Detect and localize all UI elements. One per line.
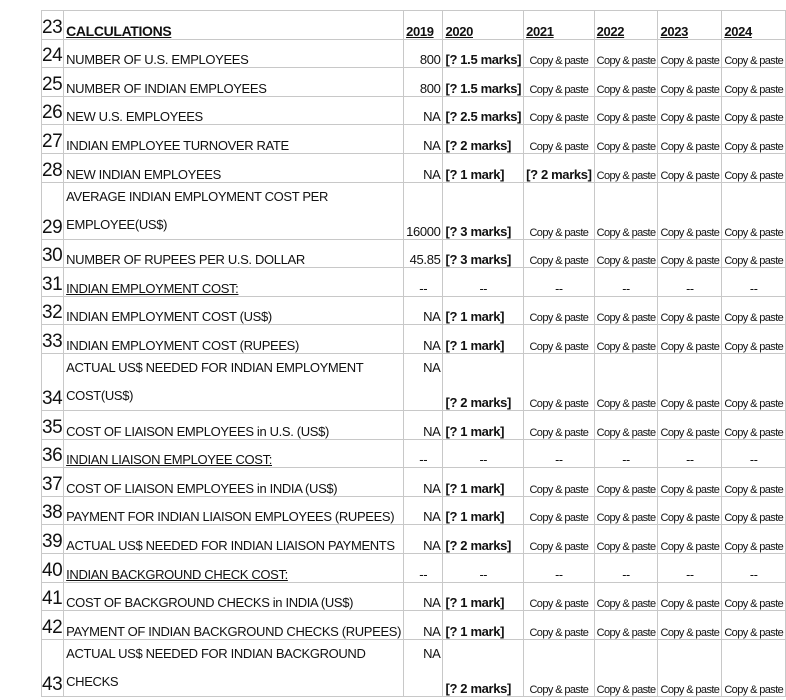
cell-2021[interactable]: Copy & paste — [524, 410, 595, 439]
cell-2021[interactable]: Copy & paste — [524, 96, 595, 125]
cell-2020[interactable]: [? 1.5 marks] — [443, 68, 524, 97]
year-header-2020[interactable]: 2020 — [443, 11, 524, 40]
cell-2020[interactable]: [? 1 mark] — [443, 296, 524, 325]
cell-2022[interactable]: Copy & paste — [594, 153, 658, 182]
row-number[interactable]: 37 — [42, 468, 64, 497]
cell-2021[interactable]: Copy & paste — [524, 639, 595, 696]
table-row — [42, 496, 786, 525]
cell-2024[interactable]: Copy & paste — [722, 296, 786, 325]
cell-2022[interactable]: Copy & paste — [594, 468, 658, 497]
year-header-2023[interactable]: 2023 — [658, 11, 722, 40]
row-label[interactable]: NEW INDIAN EMPLOYEES — [64, 153, 404, 182]
cell-2024[interactable]: Copy & paste — [722, 68, 786, 97]
row-number[interactable]: 36 — [42, 439, 64, 468]
cell-2023[interactable]: Copy & paste — [658, 182, 722, 239]
row-number[interactable]: 33 — [42, 325, 64, 354]
cell-2023[interactable]: Copy & paste — [658, 582, 722, 611]
cell-2019[interactable]: 800 — [404, 39, 443, 68]
row-number[interactable]: 38 — [42, 496, 64, 525]
cell-2019[interactable]: -- — [404, 268, 443, 297]
cell-2024[interactable]: Copy & paste — [722, 582, 786, 611]
row-number[interactable]: 27 — [42, 125, 64, 154]
table-row — [42, 639, 786, 696]
cell-2019[interactable]: NA — [404, 639, 443, 696]
cell-2020[interactable]: [? 1 mark] — [443, 153, 524, 182]
row-number[interactable]: 42 — [42, 611, 64, 640]
row-label[interactable]: NUMBER OF RUPEES PER U.S. DOLLAR — [64, 239, 404, 268]
table-row — [42, 325, 786, 354]
cell-2020[interactable]: [? 2 marks] — [443, 639, 524, 696]
cell-2021[interactable]: Copy & paste — [524, 353, 595, 410]
cell-2024[interactable]: Copy & paste — [722, 496, 786, 525]
cell-2020[interactable]: [? 3 marks] — [443, 182, 524, 239]
cell-2020[interactable]: [? 1.5 marks] — [443, 39, 524, 68]
row-label[interactable]: AVERAGE INDIAN EMPLOYMENT COST PER EMPLOYEE(US$) — [64, 182, 404, 239]
row-number[interactable]: 39 — [42, 525, 64, 554]
cell-2023[interactable]: Copy & paste — [658, 325, 722, 354]
cell-2020[interactable]: [? 2.5 marks] — [443, 96, 524, 125]
row-label[interactable]: PAYMENT OF INDIAN BACKGROUND CHECKS (RUPEES) — [64, 611, 404, 640]
cell-2023[interactable]: Copy & paste — [658, 353, 722, 410]
cell-2022[interactable]: -- — [594, 439, 658, 468]
cell-2023[interactable]: Copy & paste — [658, 525, 722, 554]
cell-2024[interactable]: Copy & paste — [722, 39, 786, 68]
year-header-2022[interactable]: 2022 — [594, 11, 658, 40]
cell-2021[interactable]: Copy & paste — [524, 582, 595, 611]
row-label[interactable]: INDIAN EMPLOYMENT COST: — [64, 268, 404, 297]
cell-2020[interactable]: [? 2 marks] — [443, 525, 524, 554]
cell-2022[interactable]: Copy & paste — [594, 639, 658, 696]
row-label[interactable]: ACTUAL US$ NEEDED FOR INDIAN BACKGROUND CHECKS — [64, 639, 404, 696]
cell-2020[interactable]: [? 1 mark] — [443, 496, 524, 525]
cell-2021[interactable]: Copy & paste — [524, 468, 595, 497]
table-row — [42, 182, 786, 239]
cell-2024[interactable]: Copy & paste — [722, 96, 786, 125]
cell-2021[interactable]: Copy & paste — [524, 525, 595, 554]
year-header-2024[interactable]: 2024 — [722, 11, 786, 40]
cell-2020[interactable]: -- — [443, 268, 524, 297]
cell-2020[interactable]: [? 2 marks] — [443, 353, 524, 410]
cell-2024[interactable]: Copy & paste — [722, 410, 786, 439]
table-row — [42, 553, 786, 582]
cell-2019[interactable]: NA — [404, 468, 443, 497]
cell-2024[interactable]: Copy & paste — [722, 611, 786, 640]
cell-2021[interactable]: Copy & paste — [524, 39, 595, 68]
row-number[interactable]: 25 — [42, 68, 64, 97]
cell-2019[interactable]: -- — [404, 439, 443, 468]
header-row — [42, 11, 786, 40]
cell-2019[interactable]: 800 — [404, 68, 443, 97]
table-row — [42, 153, 786, 182]
table-row — [42, 96, 786, 125]
cell-2023[interactable]: Copy & paste — [658, 611, 722, 640]
cell-2020[interactable]: [? 1 mark] — [443, 582, 524, 611]
row-label[interactable]: NEW U.S. EMPLOYEES — [64, 96, 404, 125]
cell-2019[interactable]: 16000 — [404, 182, 443, 239]
cell-2021[interactable]: Copy & paste — [524, 182, 595, 239]
table-row — [42, 468, 786, 497]
cell-2019[interactable]: NA — [404, 96, 443, 125]
row-number[interactable]: 34 — [42, 353, 64, 410]
cell-2022[interactable]: Copy & paste — [594, 582, 658, 611]
row-label[interactable]: INDIAN EMPLOYMENT COST (US$) — [64, 296, 404, 325]
row-label[interactable]: ACTUAL US$ NEEDED FOR INDIAN LIAISON PAYMENTS — [64, 525, 404, 554]
cell-2019[interactable]: NA — [404, 296, 443, 325]
cell-2023[interactable]: Copy & paste — [658, 296, 722, 325]
cell-2023[interactable]: Copy & paste — [658, 96, 722, 125]
cell-2019[interactable]: NA — [404, 611, 443, 640]
row-number[interactable]: 43 — [42, 639, 64, 696]
cell-2023[interactable]: Copy & paste — [658, 153, 722, 182]
cell-2020[interactable]: [? 2 marks] — [443, 125, 524, 154]
cell-2021[interactable]: Copy & paste — [524, 611, 595, 640]
row-number[interactable]: 40 — [42, 553, 64, 582]
table-row — [42, 39, 786, 68]
cell-2019[interactable]: NA — [404, 496, 443, 525]
cell-2022[interactable]: Copy & paste — [594, 96, 658, 125]
row-label[interactable]: COST OF BACKGROUND CHECKS in INDIA (US$) — [64, 582, 404, 611]
cell-2021[interactable]: -- — [524, 439, 595, 468]
cell-2022[interactable]: Copy & paste — [594, 182, 658, 239]
cell-2024[interactable]: -- — [722, 268, 786, 297]
row-number[interactable]: 28 — [42, 153, 64, 182]
cell-2022[interactable]: Copy & paste — [594, 125, 658, 154]
cell-2021[interactable]: Copy & paste — [524, 496, 595, 525]
cell-2021[interactable]: Copy & paste — [524, 68, 595, 97]
cell-2022[interactable]: -- — [594, 553, 658, 582]
cell-2023[interactable]: Copy & paste — [658, 68, 722, 97]
calculations-header[interactable]: CALCULATIONS — [64, 11, 404, 40]
row-number[interactable]: 35 — [42, 410, 64, 439]
cell-2020[interactable]: [? 1 mark] — [443, 325, 524, 354]
cell-2020[interactable]: [? 1 mark] — [443, 410, 524, 439]
cell-2022[interactable]: Copy & paste — [594, 296, 658, 325]
cell-2024[interactable]: Copy & paste — [722, 353, 786, 410]
cell-2023[interactable]: Copy & paste — [658, 410, 722, 439]
cell-2020[interactable]: [? 1 mark] — [443, 468, 524, 497]
year-header-2019[interactable]: 2019 — [404, 11, 443, 40]
row-label[interactable]: INDIAN EMPLOYEE TURNOVER RATE — [64, 125, 404, 154]
cell-2022[interactable]: Copy & paste — [594, 325, 658, 354]
cell-2019[interactable]: NA — [404, 410, 443, 439]
row-number[interactable]: 30 — [42, 239, 64, 268]
spreadsheet-grid — [41, 10, 786, 697]
table-row — [42, 353, 786, 410]
cell-2021[interactable]: -- — [524, 268, 595, 297]
row-number[interactable]: 31 — [42, 268, 64, 297]
cell-2024[interactable]: -- — [722, 553, 786, 582]
cell-2022[interactable]: Copy & paste — [594, 353, 658, 410]
row-number[interactable]: 41 — [42, 582, 64, 611]
row-number[interactable]: 24 — [42, 39, 64, 68]
cell-2024[interactable]: Copy & paste — [722, 525, 786, 554]
cell-2019[interactable]: -- — [404, 553, 443, 582]
table-row — [42, 439, 786, 468]
table-row — [42, 296, 786, 325]
cell-2021[interactable]: Copy & paste — [524, 296, 595, 325]
cell-2021[interactable]: Copy & paste — [524, 125, 595, 154]
cell-2023[interactable]: -- — [658, 553, 722, 582]
cell-2021[interactable]: -- — [524, 553, 595, 582]
row-label[interactable]: INDIAN EMPLOYMENT COST (RUPEES) — [64, 325, 404, 354]
cell-2020[interactable]: [? 1 mark] — [443, 611, 524, 640]
cell-2023[interactable]: Copy & paste — [658, 39, 722, 68]
cell-2021[interactable]: Copy & paste — [524, 325, 595, 354]
cell-2019[interactable]: NA — [404, 353, 443, 410]
cell-2021[interactable]: Copy & paste — [524, 239, 595, 268]
cell-2022[interactable]: Copy & paste — [594, 525, 658, 554]
cell-2024[interactable]: Copy & paste — [722, 639, 786, 696]
table-row — [42, 239, 786, 268]
row-label[interactable]: INDIAN LIAISON EMPLOYEE COST: — [64, 439, 404, 468]
cell-2019[interactable]: NA — [404, 125, 443, 154]
cell-2022[interactable]: Copy & paste — [594, 68, 658, 97]
cell-2024[interactable]: Copy & paste — [722, 325, 786, 354]
row-number[interactable]: 29 — [42, 182, 64, 239]
table-row — [42, 611, 786, 640]
cell-2019[interactable]: NA — [404, 525, 443, 554]
cell-2023[interactable]: Copy & paste — [658, 468, 722, 497]
cell-2022[interactable]: Copy & paste — [594, 496, 658, 525]
cell-2023[interactable]: Copy & paste — [658, 239, 722, 268]
year-header-2021[interactable]: 2021 — [524, 11, 595, 40]
cell-2024[interactable]: Copy & paste — [722, 125, 786, 154]
cell-2024[interactable]: Copy & paste — [722, 153, 786, 182]
row-label[interactable]: COST OF LIAISON EMPLOYEES in INDIA (US$) — [64, 468, 404, 497]
cell-2020[interactable]: [? 3 marks] — [443, 239, 524, 268]
cell-2022[interactable]: Copy & paste — [594, 410, 658, 439]
cell-2023[interactable]: -- — [658, 268, 722, 297]
row-label[interactable]: COST OF LIAISON EMPLOYEES in U.S. (US$) — [64, 410, 404, 439]
cell-2022[interactable]: Copy & paste — [594, 239, 658, 268]
row-label[interactable]: PAYMENT FOR INDIAN LIAISON EMPLOYEES (RUPEES) — [64, 496, 404, 525]
cell-2023[interactable]: -- — [658, 439, 722, 468]
cell-2019[interactable]: NA — [404, 582, 443, 611]
cell-2020[interactable]: -- — [443, 553, 524, 582]
cell-2023[interactable]: Copy & paste — [658, 639, 722, 696]
row-number[interactable]: 26 — [42, 96, 64, 125]
cell-2021[interactable]: [? 2 marks] — [524, 153, 595, 182]
cell-2024[interactable]: Copy & paste — [722, 239, 786, 268]
table-row — [42, 68, 786, 97]
table-row — [42, 268, 786, 297]
table-row — [42, 582, 786, 611]
row-label[interactable]: INDIAN BACKGROUND CHECK COST: — [64, 553, 404, 582]
row-label[interactable]: NUMBER OF U.S. EMPLOYEES — [64, 39, 404, 68]
table-row — [42, 525, 786, 554]
cell-2022[interactable]: Copy & paste — [594, 611, 658, 640]
cell-2023[interactable]: Copy & paste — [658, 496, 722, 525]
cell-2022[interactable]: Copy & paste — [594, 39, 658, 68]
cell-2019[interactable]: NA — [404, 153, 443, 182]
row-number[interactable]: 23 — [42, 11, 64, 40]
cell-2019[interactable]: 45.85 — [404, 239, 443, 268]
cell-2019[interactable]: NA — [404, 325, 443, 354]
cell-2023[interactable]: Copy & paste — [658, 125, 722, 154]
cell-2022[interactable]: -- — [594, 268, 658, 297]
cell-2020[interactable]: -- — [443, 439, 524, 468]
cell-2024[interactable]: -- — [722, 439, 786, 468]
sheet-body — [42, 11, 786, 697]
row-label[interactable]: NUMBER OF INDIAN EMPLOYEES — [64, 68, 404, 97]
table-row — [42, 410, 786, 439]
row-label[interactable]: ACTUAL US$ NEEDED FOR INDIAN EMPLOYMENT COST(US$) — [64, 353, 404, 410]
table-row — [42, 125, 786, 154]
cell-2024[interactable]: Copy & paste — [722, 182, 786, 239]
cell-2024[interactable]: Copy & paste — [722, 468, 786, 497]
row-number[interactable]: 32 — [42, 296, 64, 325]
